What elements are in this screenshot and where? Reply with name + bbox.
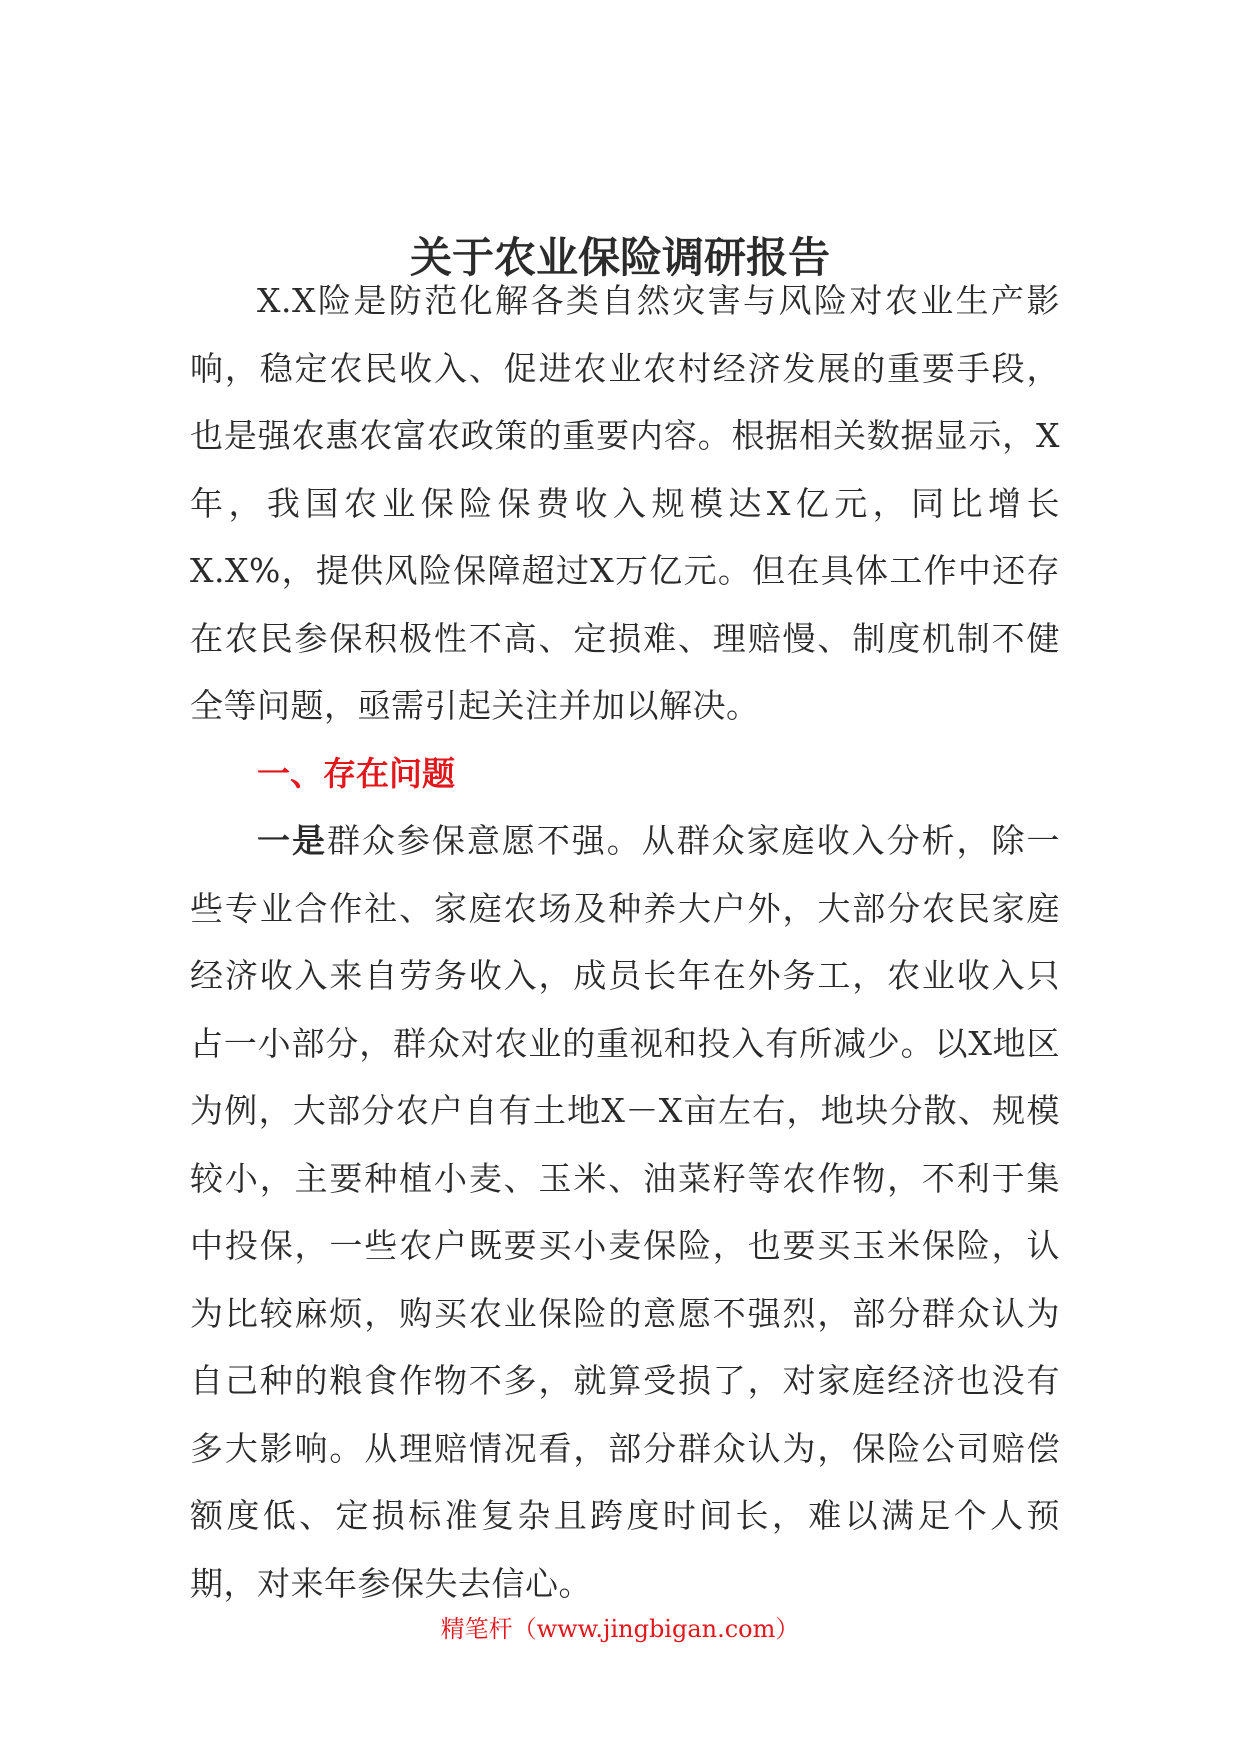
point-1-lead: 一是	[257, 821, 327, 860]
point-1-paragraph	[190, 807, 1060, 1617]
section-heading-problems: 一、存在问题	[257, 753, 455, 793]
footer-watermark: 精笔杆（www.jingbigan.com）	[440, 1615, 800, 1643]
document-body	[190, 267, 1060, 1617]
document-title: 关于农业保险调研报告	[409, 233, 830, 283]
point-1-text: 群众参保意愿不强。从群众家庭收入分析，除一些专业合作社、家庭农场及种养大户外，大部分农民家庭经济收入来自劳务收入，成员长年在外务工，农业收入只占一小部分，群众对农业的重视和投入有所减少。以X地区为例，大部分农户自有土地X－X亩左右，地块分散、规模较小，主要种植小麦、玉米、油菜籽等农作物，不利于集中投保，一些农户既要买小麦保险，也要买玉米保险，认为比较麻烦，购买农业保险的意愿不强烈，部分群众认为自己种的粮食作物不多，就算受损了，对家庭经济也没有多大影响。从理赔情况看，部分群众认为，保险公司赔偿额度低、定损标准复杂且跨度时间长，难以满足个人预期，对来年参保失去信心。	[190, 821, 1061, 1603]
intro-paragraph: X.X险是防范化解各类自然灾害与风险对农业生产影响，稳定农民收入、促进农业农村经济发展的重要手段，也是强农惠农富农政策的重要内容。根据相关数据显示，X年，我国农业保险保费收入规模达X亿元，同比增长X.X%，提供风险保障超过X万亿元。但在具体工作中还存在农民参保积极性不高、定损难、理赔慢、制度机制不健全等问题，亟需引起关注并加以解决。	[190, 281, 1060, 725]
